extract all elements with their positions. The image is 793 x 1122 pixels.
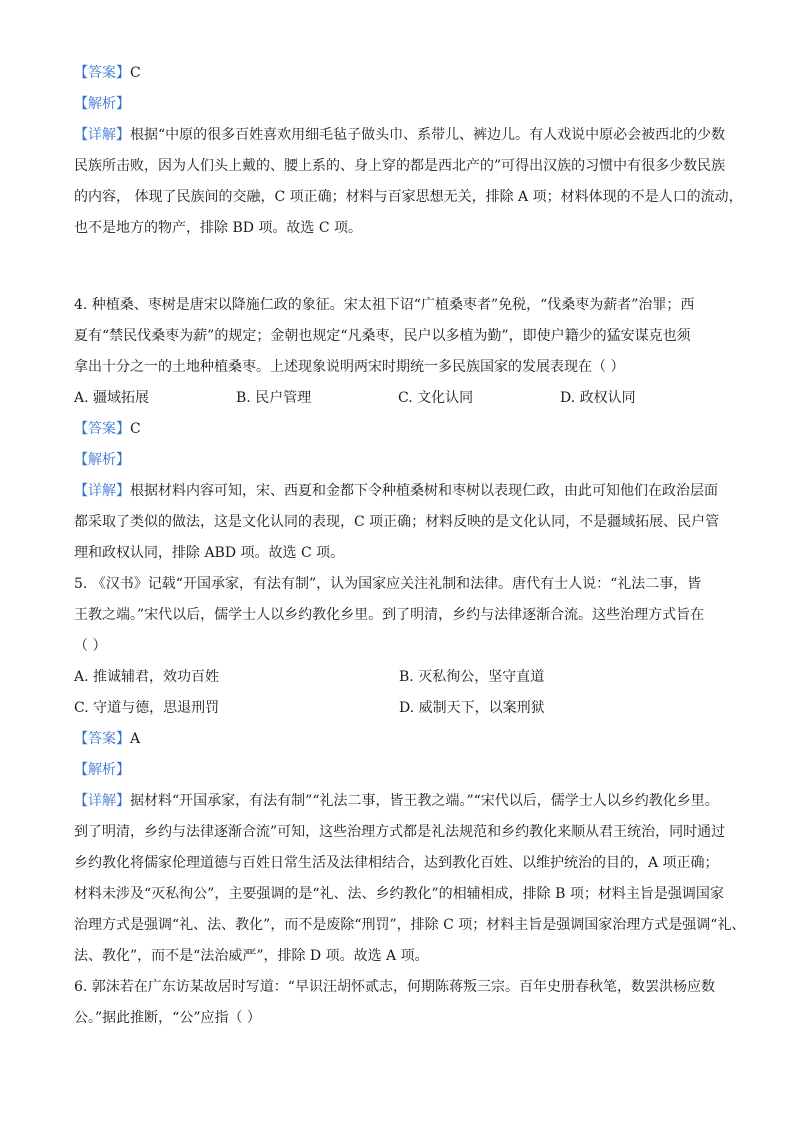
q5-stem: 王教之端。”宋代以后，儒学士人以乡约教化乡里。到了明清，乡约与法律逐渐合流。这些治理方式旨在 (74, 607, 705, 623)
q3-answer-line (74, 58, 724, 89)
detail-tag: 【详解】 (74, 127, 130, 143)
analysis-tag: 【解析】 (74, 96, 130, 112)
q4-stem: 4. 种植桑、枣树是唐宋以降施仁政的象征。宋太祖下诏“广植桑枣者”免税，“伐桑枣为薪者”治罪；西 (74, 297, 695, 313)
q3-analysis-line (74, 89, 724, 120)
option-c: C. 守道与德，思退刑罚 (74, 700, 220, 716)
q4-stem: 拿出十分之一的土地种植桑枣。上述现象说明两宋时期统一多民族国家的发展表现在（ ） (74, 359, 625, 375)
analysis-tag: 【解析】 (74, 762, 130, 778)
detail-text: 到了明清，乡约与法律逐渐合流”可知，这些治理方式都是礼法规范和乡约教化来顺从君王统治，同时通过 (74, 824, 726, 840)
detail-text: 也不是地方的物产，排除 BD 项。故选 C 项。 (74, 220, 363, 236)
option-b: B. 民户管理 (236, 390, 312, 406)
answer-value: C (130, 421, 141, 437)
q6-stem: 公。”据此推断，“公”应指（ ） (74, 1010, 261, 1026)
detail-tag: 【详解】 (74, 793, 130, 809)
q5-stem: 5. 《汉书》记载“开国承家，有法有制”，认为国家应关注礼制和法律。唐代有士人说：“礼法二事，皆 (74, 576, 702, 592)
q6-stem: 6. 郭沫若在广东访某故居时写道：“早识汪胡怀贰志，何期陈蒋叛三宗。百年史册春秋笔，数罢洪杨应数 (74, 979, 715, 995)
detail-tag: 【详解】 (74, 483, 130, 499)
detail-text: 理和政权认同，排除 ABD 项。故选 C 项。 (74, 545, 345, 561)
detail-text: 民族所击败，因为人们头上戴的、腰上系的、身上穿的都是西北产的”可得出汉族的习惯中有很多少数民族 (74, 158, 726, 174)
detail-text: 根据“中原的很多百姓喜欢用细毛毡子做头巾、系带儿、裤边儿。有人戏说中原必会被西北的少数 (130, 127, 726, 143)
q4-options (74, 383, 724, 414)
answer-value: C (130, 65, 141, 81)
answer-tag: 【答案】 (74, 421, 130, 437)
q5-answer-line (74, 724, 724, 755)
option-d: D. 政权认同 (560, 390, 636, 406)
q5-stem: （ ） (74, 638, 107, 654)
q5-options-row (74, 662, 724, 693)
q4-stem: 夏有“禁民伐桑枣为薪”的规定；金朝也规定“凡桑枣，民户以多植为勤”，即使户籍少的猛安谋克也须 (74, 328, 691, 344)
answer-tag: 【答案】 (74, 65, 130, 81)
answer-value: A (130, 731, 141, 747)
q3-detail-line (74, 120, 724, 151)
q4-analysis-line (74, 445, 724, 476)
q5-detail-line (74, 786, 724, 817)
detail-text: 法、教化”，而不是“法治威严”，排除 D 项。故选 A 项。 (74, 948, 429, 964)
q5-options-row (74, 693, 724, 724)
option-c: C. 文化认同 (398, 390, 474, 406)
q5-analysis-line (74, 755, 724, 786)
spacer (74, 259, 724, 290)
detail-text: 据材料“开国承家，有法有制”“礼法二事，皆王教之端。”“宋代以后，儒学士人以乡约教化乡里。 (130, 793, 719, 809)
spacer (74, 244, 724, 259)
option-a: A. 疆域拓展 (74, 390, 150, 406)
document-page (74, 58, 746, 1034)
detail-text: 治理方式是强调“礼、法、教化”，而不是废除“刑罚”，排除 C 项；材料主旨是强调国家治理方式是强调“礼、 (74, 917, 746, 933)
q4-answer-line (74, 414, 724, 445)
analysis-tag: 【解析】 (74, 452, 130, 468)
q4-detail-line (74, 476, 724, 507)
option-a: A. 推诚辅君，效功百姓 (74, 669, 220, 685)
detail-text: 材料未涉及“灭私徇公”，主要强调的是“礼、法、乡约教化”的相辅相成，排除 B 项；材料主旨是强调国家 (74, 886, 724, 902)
detail-text: 乡约教化将儒家伦理道德与百姓日常生活及法律相结合，达到教化百姓、以维护统治的目的，A 项正确； (74, 855, 719, 871)
detail-text: 的内容， 体现了民族间的交融，C 项正确；材料与百家思想无关，排除 A 项；材料体现的不是人口的流动， (74, 189, 743, 205)
answer-tag: 【答案】 (74, 731, 130, 747)
option-d: D. 威制天下，以案刑狱 (399, 700, 545, 716)
detail-text: 根据材料内容可知，宋、西夏和金都下令种植桑树和枣树以表现仁政，由此可知他们在政治层面 (130, 483, 718, 499)
option-b: B. 灭私徇公，坚守直道 (399, 669, 545, 685)
detail-text: 都采取了类似的做法，这是文化认同的表现，C 项正确；材料反映的是文化认同，不是疆域拓展、民户管 (74, 514, 720, 530)
